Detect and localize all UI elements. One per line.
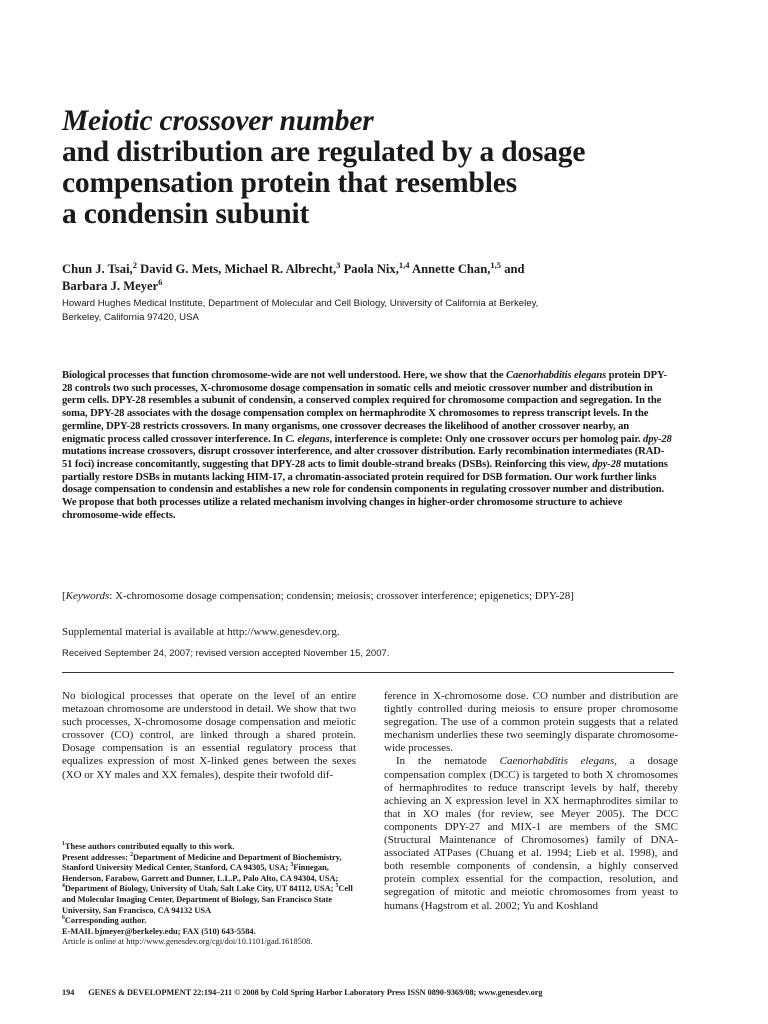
abstract-italic: Caenorhabditis elegans: [506, 370, 607, 381]
author-sup: 2: [132, 259, 137, 270]
author-tsai: Chun J. Tsai,: [62, 262, 133, 276]
author-sup: 6: [158, 276, 163, 287]
footnote-text: Department of Medicine and Department of Biochemistry, Stanford University Medical Center, Stanford, CA 94305, USA;: [62, 852, 342, 873]
supplemental-note: Supplemental material is available at http://www.genesdev.org.: [62, 626, 340, 638]
author-sup: 1,5: [490, 259, 502, 270]
footnote-text: Cell and Molecular Imaging Center, Department of Biology, San Francisco State University, San Francisco, CA 94132 USA: [62, 884, 353, 915]
title-line-1: Meiotic crossover number: [62, 105, 374, 137]
author-list: [62, 261, 722, 295]
author-nix: Paola Nix,: [340, 262, 399, 276]
abstract-text: mutations increase crossovers, disrupt crossover interference, and alter crossover distribution. Early recombination intermediates (RAD-51 foci) increase concomitantly, suggesting that DPY-28 acts to limit double-strand breaks (DSBs). Reinforcing this view,: [62, 446, 665, 470]
page-number: 194: [62, 988, 75, 997]
abstract-text: , interference is complete: Only one crossover occurs per homolog pair.: [329, 433, 644, 445]
keywords-label: Keywords: [65, 590, 110, 602]
section-divider: [62, 672, 674, 673]
article-title: [62, 106, 722, 230]
footnote-addresses: [62, 853, 356, 917]
footnote-text: Present addresses:: [62, 852, 131, 862]
footnote-corresponding: [62, 916, 356, 927]
affiliation-line: Howard Hughes Medical Institute, Department of Molecular and Cell Biology, University of California at Berkeley,: [62, 298, 539, 309]
keywords-bracket: [: [62, 590, 66, 602]
keywords: [62, 590, 674, 604]
footnote-sup: 6: [62, 915, 65, 922]
abstract-italic: C. elegans: [285, 433, 330, 445]
body-text: , a dosage compensation complex (DCC) is targeted to both X chromosomes of hermaphrodites to reduce transcript levels by half, thereby achieving an X expression level in XX hermaphrodites similar to that in XO males (for review, see Meyer 2005). The DCC components DPY-27 and MIX-1 are members of the SMC (Structural Maintenance of Chromosomes) family of DNA-associated ATPases (Chuang et al. 1994; Lieb et al. 1998), and both resemble components of condensin, a highly conserved protein complex essential for the compaction, resolution, and segregation of mitotic and meiotic chromosomes from yeast to humans (Hagstrom et al. 2002; Yu and Koshland: [384, 755, 678, 912]
page-footer: [62, 988, 674, 997]
author-chan: Annette Chan,: [409, 262, 491, 276]
author-and: and: [501, 262, 525, 276]
abstract: [62, 370, 674, 522]
body-column-right: [384, 690, 678, 913]
footnote-text: Department of Biology, University of Utah, Salt Lake City, UT 84112, USA;: [64, 884, 336, 894]
footnote-text: Corresponding author.: [64, 916, 147, 926]
title-line-3: compensation protein that resembles: [62, 167, 517, 199]
footnote-1: [62, 842, 356, 853]
abstract-text: protein DPY-28 controls two such processes, X-chromosome dosage compensation in somatic cells and meiotic crossover number and distribution in germ cells. DPY-28 resembles a subunit of condensin, a conserved complex required for chromosome compaction and segregation. In the soma, DPY-28 associates with the dosage compensation complex on hermaphrodite X chromosomes to repress transcript levels. In the germline, DPY-28 restricts crossovers. In many organisms, one crossover decreases the likelihood of another crossover nearby, an enigmatic process called crossover interference. In: [62, 370, 667, 445]
author-sup: 3: [336, 259, 341, 270]
footnote-text: Finnegan, Henderson, Farabow, Garrett and Dunner, L.L.P., Palo Alto, CA 94304, USA;: [62, 863, 339, 883]
keywords-text: : X-chromosome dosage compensation; condensin; meiosis; crossover interference; epigenetics; DPY-28]: [109, 590, 574, 602]
body-paragraph: [384, 755, 678, 912]
footnote-sup: 3: [290, 862, 294, 869]
abstract-text: Biological processes that function chromosome-wide are not well understood. Here, we show that the: [62, 370, 507, 381]
journal-citation: GENES & DEVELOPMENT 22:194–211 © 2008 by Cold Spring Harbor Laboratory Press ISSN 0890-9369/08; www.genesdev.org: [88, 988, 543, 997]
footnote-sup: 1: [62, 841, 65, 848]
authors-mets-albrecht: David G. Mets, Michael R. Albrecht,: [137, 262, 337, 276]
footnotes: [62, 842, 356, 948]
affiliation-line: Berkeley, California 97420, USA: [62, 311, 199, 323]
author-meyer: Barbara J. Meyer: [62, 279, 159, 293]
footnote-email: E-MAIL bjmeyer@berkeley.edu; FAX (510) 643-5584.: [62, 926, 256, 936]
body-paragraph: ference in X-chromosome dose. CO number and distribution are tightly controlled during meiosis to ensure proper chromosome segregation. The use of a common protein suggests that a related mechanism underlies these two seemingly disparate chromosome-wide processes.: [384, 690, 678, 755]
abstract-italic: dpy-28: [643, 433, 672, 445]
author-sup: 1,4: [398, 259, 410, 270]
affiliation: [62, 297, 722, 324]
footnote-sup: 5: [335, 883, 339, 890]
body-italic: Caenorhabditis elegans: [499, 755, 615, 768]
body-text: In the nematode: [396, 755, 500, 768]
received-dates: Received September 24, 2007; revised version accepted November 15, 2007.: [62, 648, 390, 659]
body-column-left: [62, 690, 356, 782]
title-line-2: and distribution are regulated by a dosage: [62, 136, 586, 168]
abstract-text: mutations partially restore DSBs in mutants lacking HIM-17, a chromatin-associated protein required for DSB formation. Our work further links dosage compensation to condensin and establishes a new role for condensin components in regulating crossover number and distribution. We propose that both processes utilize a related mechanism involving changes in higher-order chromosome structure to achieve chromosome-wide effects.: [62, 458, 668, 521]
body-paragraph: No biological processes that operate on the level of an entire metazoan chromosome are understood in detail. We show that two such processes, X-chromosome dosage compensation and meiotic crossover (CO) control, are linked through a shared protein. Dosage compensation is an essential regulatory process that equalizes expression of most X-linked genes between the sexes (XO or XY males and XX females), despite their twofold dif-: [62, 690, 356, 781]
footnote-article-url: Article is online at http://www.genesdev.org/cgi/doi/10.1101/gad.1618508.: [62, 937, 313, 947]
footnote-sup: 4: [62, 883, 65, 890]
title-line-4: a condensin subunit: [62, 198, 310, 230]
footnote-text: These authors contributed equally to this work.: [64, 842, 235, 851]
abstract-italic: dpy-28: [592, 458, 621, 470]
footnote-sup: 2: [130, 851, 133, 858]
